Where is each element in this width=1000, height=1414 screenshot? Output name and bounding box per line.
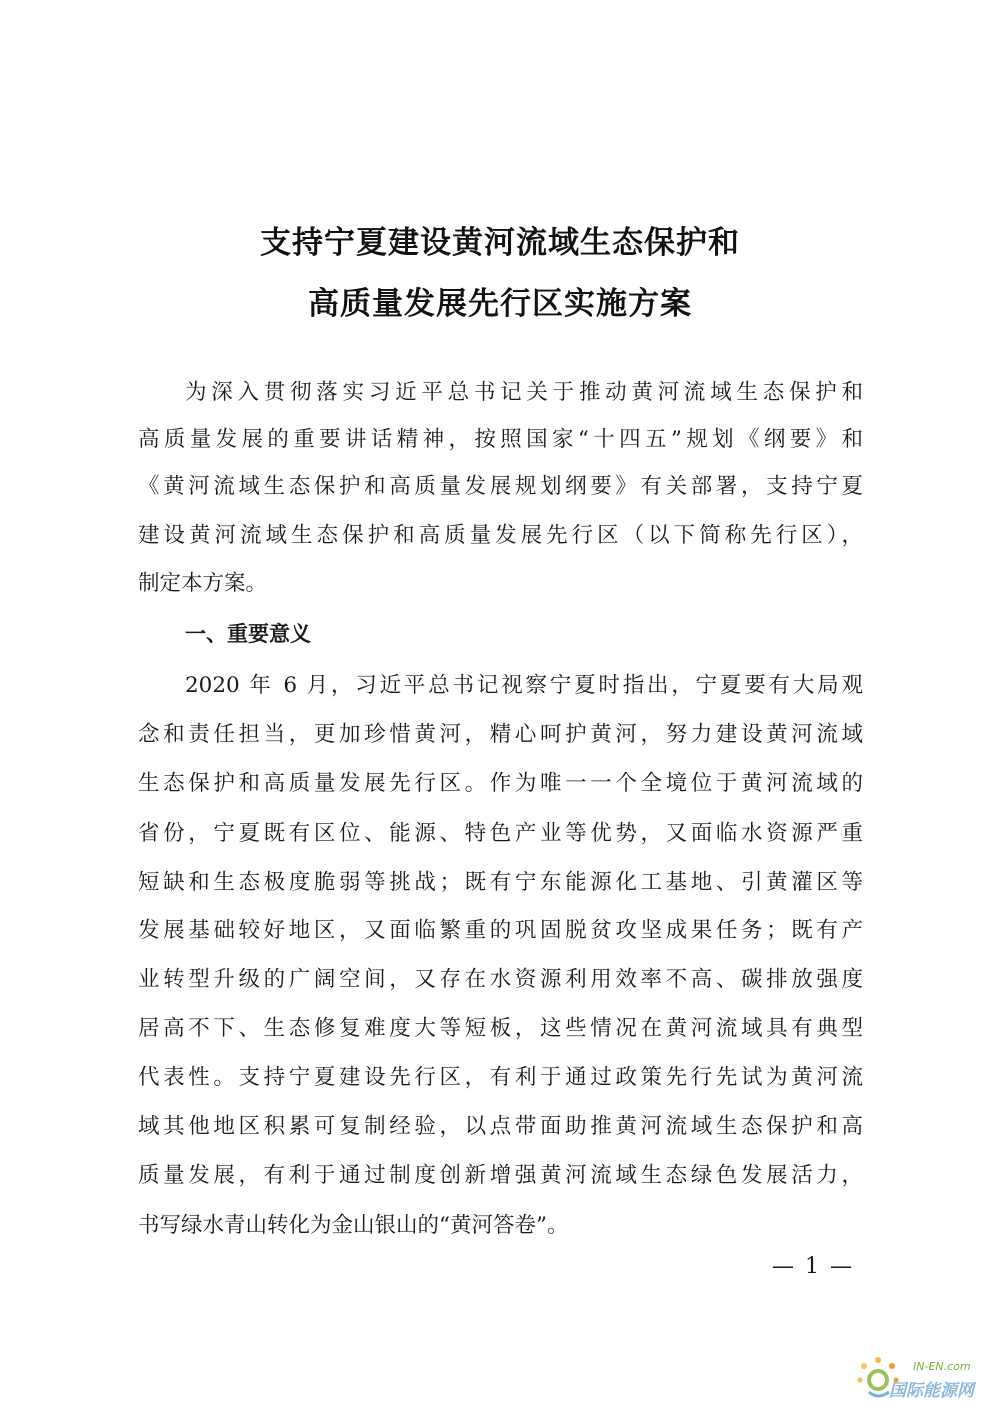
body-line: 代表性。支持宁夏建设先行区，有利于通过政策先行先试为黄河流 [138, 1065, 863, 1090]
watermark-site-cn: 国际能源网 [889, 1381, 974, 1401]
document-title-line-1: 支持宁夏建设黄河流域生态保护和 [260, 225, 740, 261]
body-line: 业转型升级的广阔空间，又存在水资源利用效率不高、碳排放强度 [138, 967, 863, 992]
page-number: — 1 — [772, 1254, 854, 1279]
intro-line: 为深入贯彻落实习近平总书记关于推动黄河流域生态保护和 [185, 380, 863, 405]
section-heading: 一、重要意义 [185, 622, 311, 646]
body-line: 书写绿水青山转化为金山银山的“黄河答卷”。 [138, 1213, 569, 1238]
body-line: 质量发展，有利于通过制度创新增强黄河流域生态绿色发展活力， [138, 1163, 863, 1188]
intro-line: 制定本方案。 [138, 571, 268, 596]
intro-line: 《黄河流域生态保护和高质量发展规划纲要》有关部署，支持宁夏 [138, 474, 863, 499]
intro-line: 建设黄河流域生态保护和高质量发展先行区（以下简称先行区）， [138, 523, 863, 548]
body-line: 生态保护和高质量发展先行区。作为唯一一个全境位于黄河流域的 [138, 771, 863, 796]
body-line: 居高不下、生态修复难度大等短板，这些情况在黄河流域具有典型 [138, 1016, 863, 1041]
body-line: 域其他地区积累可复制经验，以点带面助推黄河流域生态保护和高 [138, 1114, 863, 1139]
watermark-site-en: IN-EN.com [913, 1360, 971, 1373]
site-watermark [855, 1348, 995, 1408]
document-title-line-2: 高质量发展先行区实施方案 [308, 286, 692, 322]
body-line: 发展基础较好地区，又面临繁重的巩固脱贫攻坚成果任务；既有产 [138, 918, 863, 943]
body-line: 2020 年 6 月，习近平总书记视察宁夏时指出，宁夏要有大局观 [185, 673, 863, 698]
body-line: 短缺和生态极度脆弱等挑战；既有宁东能源化工基地、引黄灌区等 [138, 870, 863, 895]
body-line: 省份，宁夏既有区位、能源、特色产业等优势，又面临水资源严重 [138, 821, 863, 846]
intro-line: 高质量发展的重要讲话精神，按照国家“十四五”规划《纲要》和 [138, 427, 863, 452]
body-line: 念和责任担当，更加珍惜黄河，精心呵护黄河，努力建设黄河流域 [138, 722, 863, 747]
